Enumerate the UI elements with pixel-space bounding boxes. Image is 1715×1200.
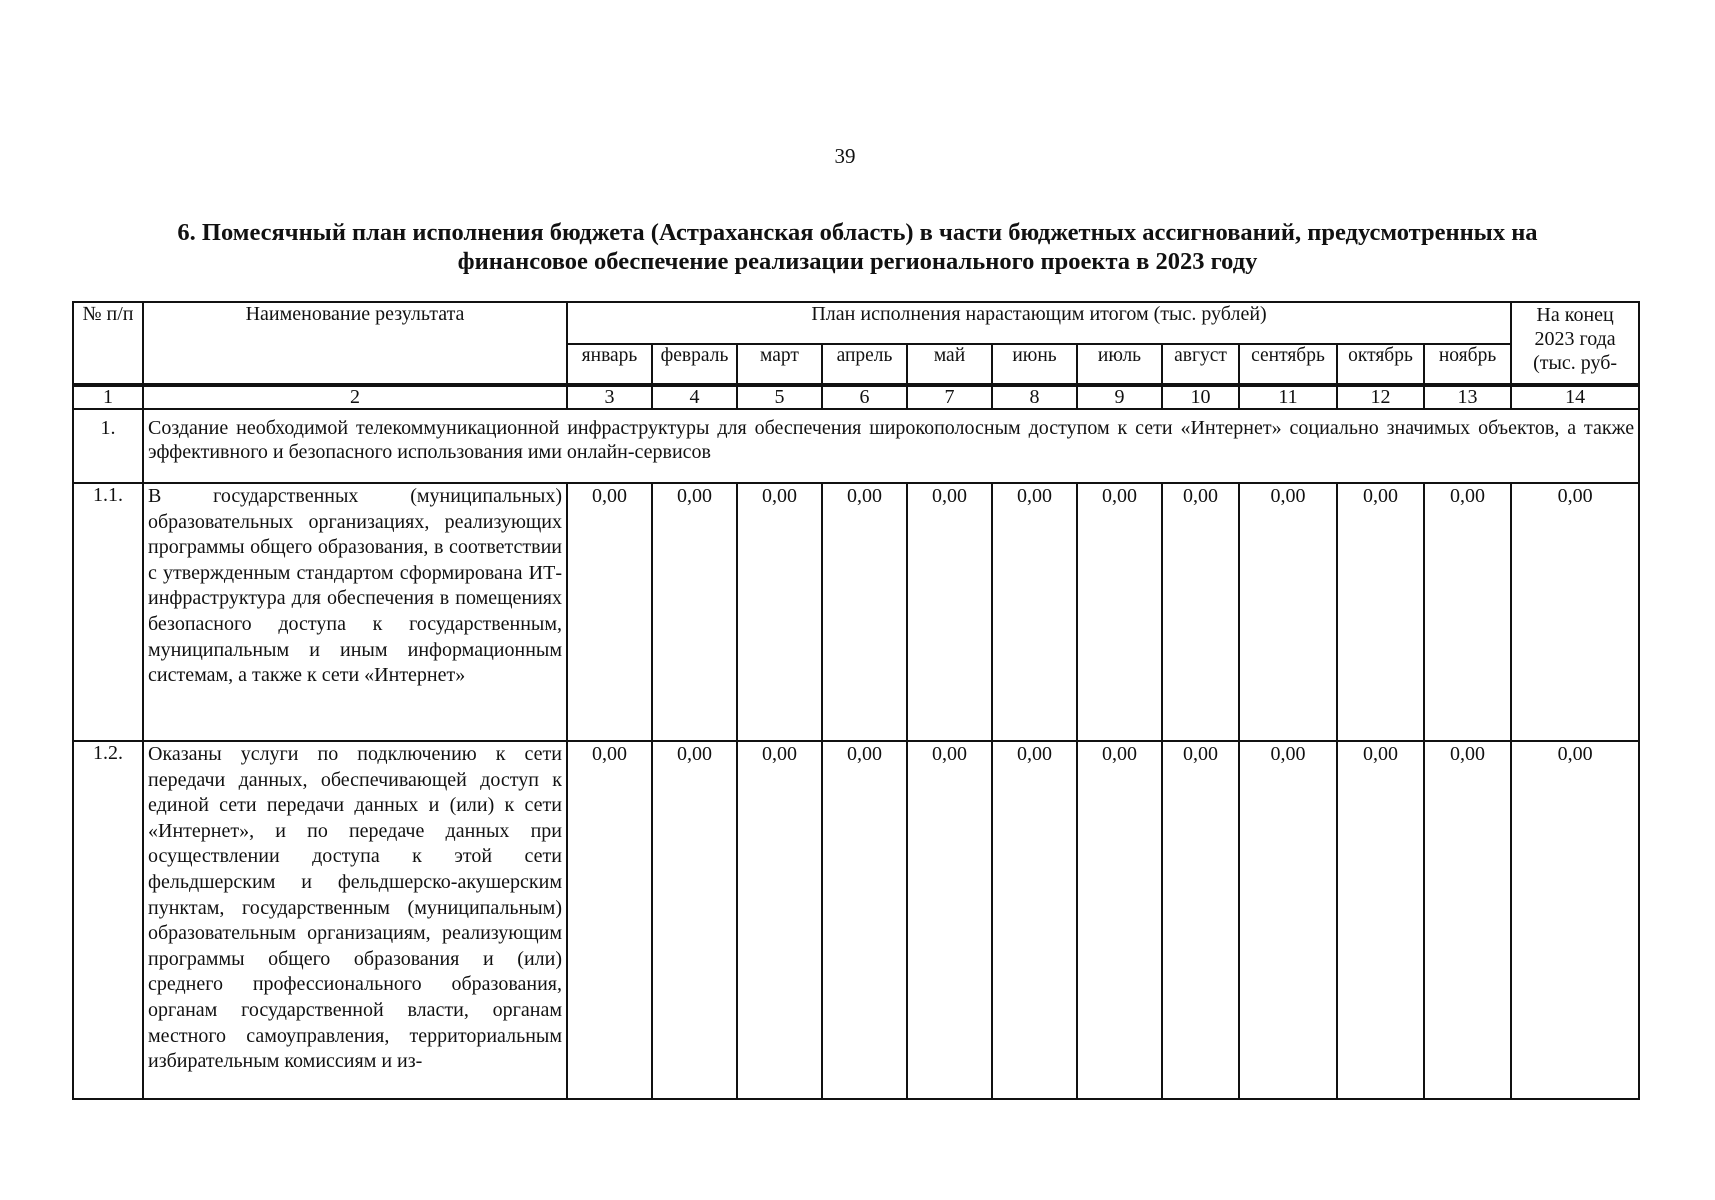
col-header-year-end: На конец 2023 года (тыс. руб- <box>1511 302 1639 385</box>
month-header: июль <box>1077 344 1162 385</box>
value-cell: 0,00 <box>1077 483 1162 741</box>
value-cell: 0,00 <box>652 483 737 741</box>
month-header: сентябрь <box>1239 344 1337 385</box>
row-index: 1.2. <box>73 741 143 1099</box>
value-cell: 0,00 <box>1337 483 1424 741</box>
value-cell: 0,00 <box>1424 483 1511 741</box>
column-number: 10 <box>1162 385 1239 409</box>
value-cell: 0,00 <box>992 741 1077 1099</box>
month-header: январь <box>567 344 652 385</box>
value-cell: 0,00 <box>737 741 822 1099</box>
column-number: 14 <box>1511 385 1639 409</box>
col-header-number: № п/п <box>73 302 143 385</box>
column-number: 13 <box>1424 385 1511 409</box>
result-name: Оказаны услуги по подключению к сети передачи данных, обеспечивающей доступ к единой сети передачи данных и (или) к сети «Интернет», и по передаче данных при осуществлении доступа к этой сети фельдшерским и фельдшерско-акушерским пунктам, государственным (муниципальным) образовательным организациям, реализующим программы общего образования и (или) среднего профессионального образования, органам государственной власти, органам местного самоуправления, территориальным избирательным комиссиям и из- <box>143 741 567 1099</box>
value-cell: 0,00 <box>822 741 907 1099</box>
section-row <box>73 409 1639 483</box>
month-header: август <box>1162 344 1239 385</box>
value-cell: 0,00 <box>992 483 1077 741</box>
column-number: 7 <box>907 385 992 409</box>
row-index: 1.1. <box>73 483 143 741</box>
month-header: апрель <box>822 344 907 385</box>
value-cell: 0,00 <box>907 741 992 1099</box>
column-number: 8 <box>992 385 1077 409</box>
value-cell: 0,00 <box>567 483 652 741</box>
value-cell: 0,00 <box>1077 741 1162 1099</box>
table-row <box>73 741 1639 1099</box>
month-header: октябрь <box>1337 344 1424 385</box>
value-cell: 0,00 <box>907 483 992 741</box>
column-number: 2 <box>143 385 567 409</box>
value-cell: 0,00 <box>652 741 737 1099</box>
section-index: 1. <box>73 409 143 483</box>
value-cell: 0,00 <box>1239 741 1337 1099</box>
value-cell: 0,00 <box>1162 741 1239 1099</box>
column-number-row <box>73 385 1639 409</box>
value-cell: 0,00 <box>1337 741 1424 1099</box>
month-header: февраль <box>652 344 737 385</box>
section-title: Создание необходимой телекоммуникационной инфраструктуры для обеспечения широкополосным доступом к сети «Интернет» социально значимых объектов, а также эффективного и безопасного использования ими онлайн-сервисов <box>143 409 1639 483</box>
month-header: май <box>907 344 992 385</box>
col-header-name: Наименование результата <box>143 302 567 385</box>
month-header: ноябрь <box>1424 344 1511 385</box>
column-number: 11 <box>1239 385 1337 409</box>
value-cell: 0,00 <box>822 483 907 741</box>
column-number: 9 <box>1077 385 1162 409</box>
result-name: В государственных (муниципальных) образовательных организациях, реализующих программы общего образования, в соответствии с утвержденным стандартом сформирована ИТ-инфраструктура для обеспечения в помещениях безопасного доступа к государственным, муниципальным и иным информационным системам, а также к сети «Интернет» <box>143 483 567 741</box>
group-header-plan: План исполнения нарастающим итогом (тыс. рублей) <box>567 302 1511 344</box>
column-number: 5 <box>737 385 822 409</box>
column-number: 12 <box>1337 385 1424 409</box>
table-row <box>73 483 1639 741</box>
value-cell: 0,00 <box>737 483 822 741</box>
month-header: июнь <box>992 344 1077 385</box>
column-number: 6 <box>822 385 907 409</box>
month-header: март <box>737 344 822 385</box>
value-cell: 0,00 <box>567 741 652 1099</box>
budget-plan-table <box>72 301 1640 1100</box>
column-number: 1 <box>73 385 143 409</box>
value-cell: 0,00 <box>1239 483 1337 741</box>
column-number: 3 <box>567 385 652 409</box>
document-title: 6. Помесячный план исполнения бюджета (Астраханская область) в части бюджетных ассигнований, предусмотренных на финансовое обеспечение реализации регионального проекта в 2023 году <box>177 219 1538 275</box>
page-number: 39 <box>834 144 856 168</box>
value-cell: 0,00 <box>1162 483 1239 741</box>
column-number: 4 <box>652 385 737 409</box>
value-cell-year-end: 0,00 <box>1511 741 1639 1099</box>
value-cell: 0,00 <box>1424 741 1511 1099</box>
value-cell-year-end: 0,00 <box>1511 483 1639 741</box>
